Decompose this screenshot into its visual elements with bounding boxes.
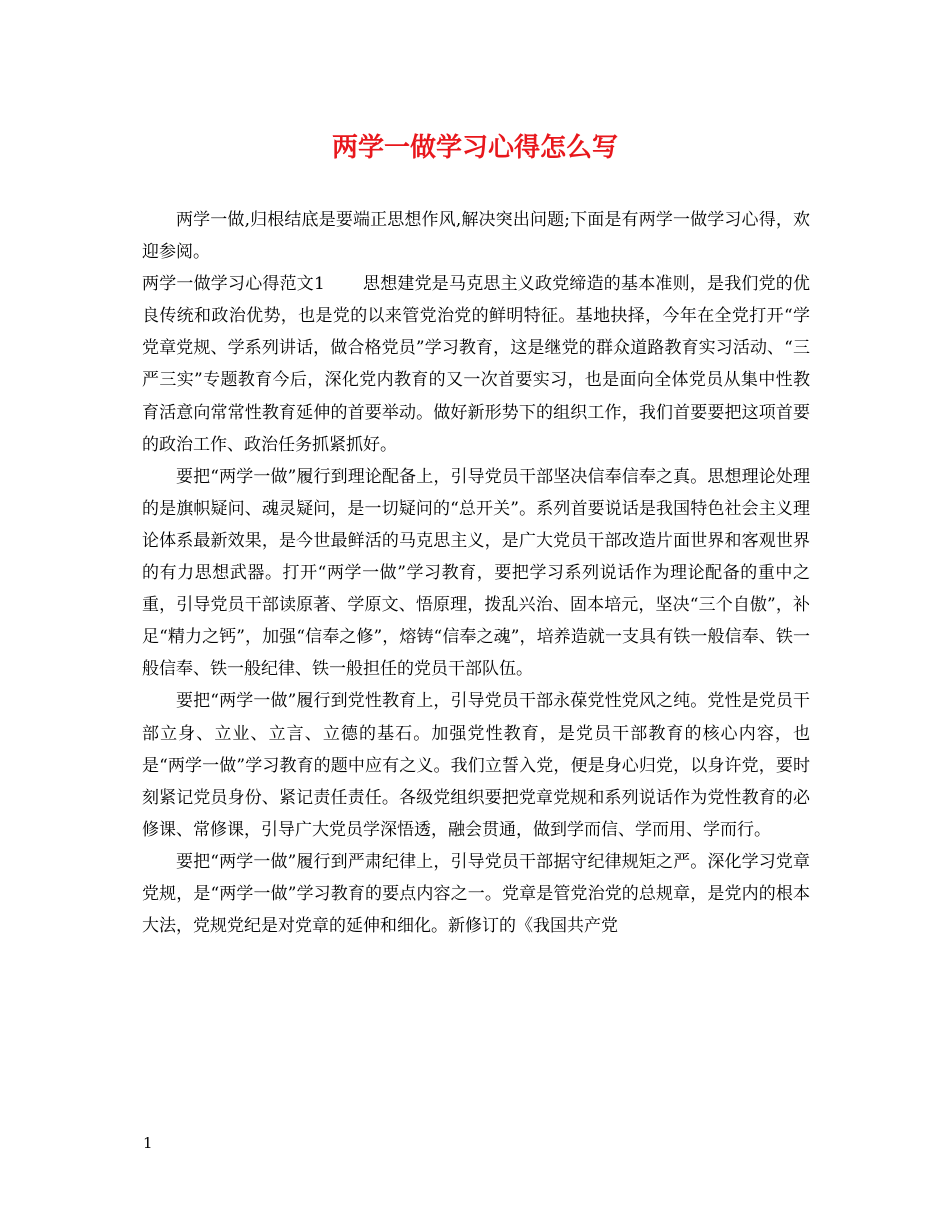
intro-paragraph: 两学一做,归根结底是要端正思想作风,解决突出问题;下面是有两学一做学习心得，欢迎参阅。 <box>142 210 810 263</box>
body-paragraph: 要把“两学一做”履行到党性教育上，引导党员干部永葆党性党风之纯。党性是党员干部立身、立业、立言、立德的基石。加强党性教育，是党员干部教育的核心内容，也是“两学一做”学习教育的题中应有之义。我们立誓入党，便是身心归党，以身许党，要时刻紧记党员身份、紧记责任责任。各级党组织要把党章党规和系列说话作为党性教育的必修课、常修课，引导广大党员学深悟透，融会贯通，做到学而信、学而用、学而行。 <box>142 691 810 840</box>
essay-first-paragraph <box>142 268 810 461</box>
body-paragraph: 要把“两学一做”履行到严肃纪律上，引导党员干部据守纪律规矩之严。深化学习党章党规，是“两学一做”学习教育的要点内容之一。党章是管党治党的总规章，是党内的根本大法，党规党纪是对党章的延伸和细化。新修订的《我国共产党 <box>142 851 810 937</box>
body-paragraph: 要把“两学一做”履行到理论配备上，引导党员干部坚决信奉信奉之真。思想理论处理的是旗帜疑问、魂灵疑问，是一切疑问的“总开关”。系列首要说话是我国特色社会主义理论体系最新效果，是今世最鲜活的马克思主义，是广大党员干部改造片面世界和客观世界的有力思想武器。打开“两学一做”学习教育，要把学习系列说话作为理论配备的重中之重，引导党员干部读原著、学原文、悟原理，拨乱兴治、固本培元，坚决“三个自傲”，补足“精力之钙”，加强“信奉之修”，熔铸“信奉之魂”，培养造就一支具有铁一般信奉、铁一般信奉、铁一般纪律、铁一般担任的党员干部队伍。 <box>142 466 810 680</box>
essay-heading: 两学一做学习心得范文1 <box>142 274 325 295</box>
essay-opening-text: 思想建党是马克思主义政党缔造的基本准则，是我们党的优良传统和政治优势，也是党的以来管党治党的鲜明特征。基地抉择，今年在全党打开“学党章党规、学系列讲话，做合格党员”学习教育，这是继党的群众道路教育实习活动、“三严三实”专题教育今后，深化党内教育的又一次首要实习，也是面向全体党员从集中性教育活意向常常性教育延伸的首要举动。做好新形势下的组织工作，我们首要要把这项首要的政治工作、政治任务抓紧抓好。 <box>142 274 810 455</box>
page-title: 两学一做学习心得怎么写 <box>331 133 618 163</box>
page-number: 1 <box>143 1134 153 1152</box>
document-body <box>142 204 810 942</box>
